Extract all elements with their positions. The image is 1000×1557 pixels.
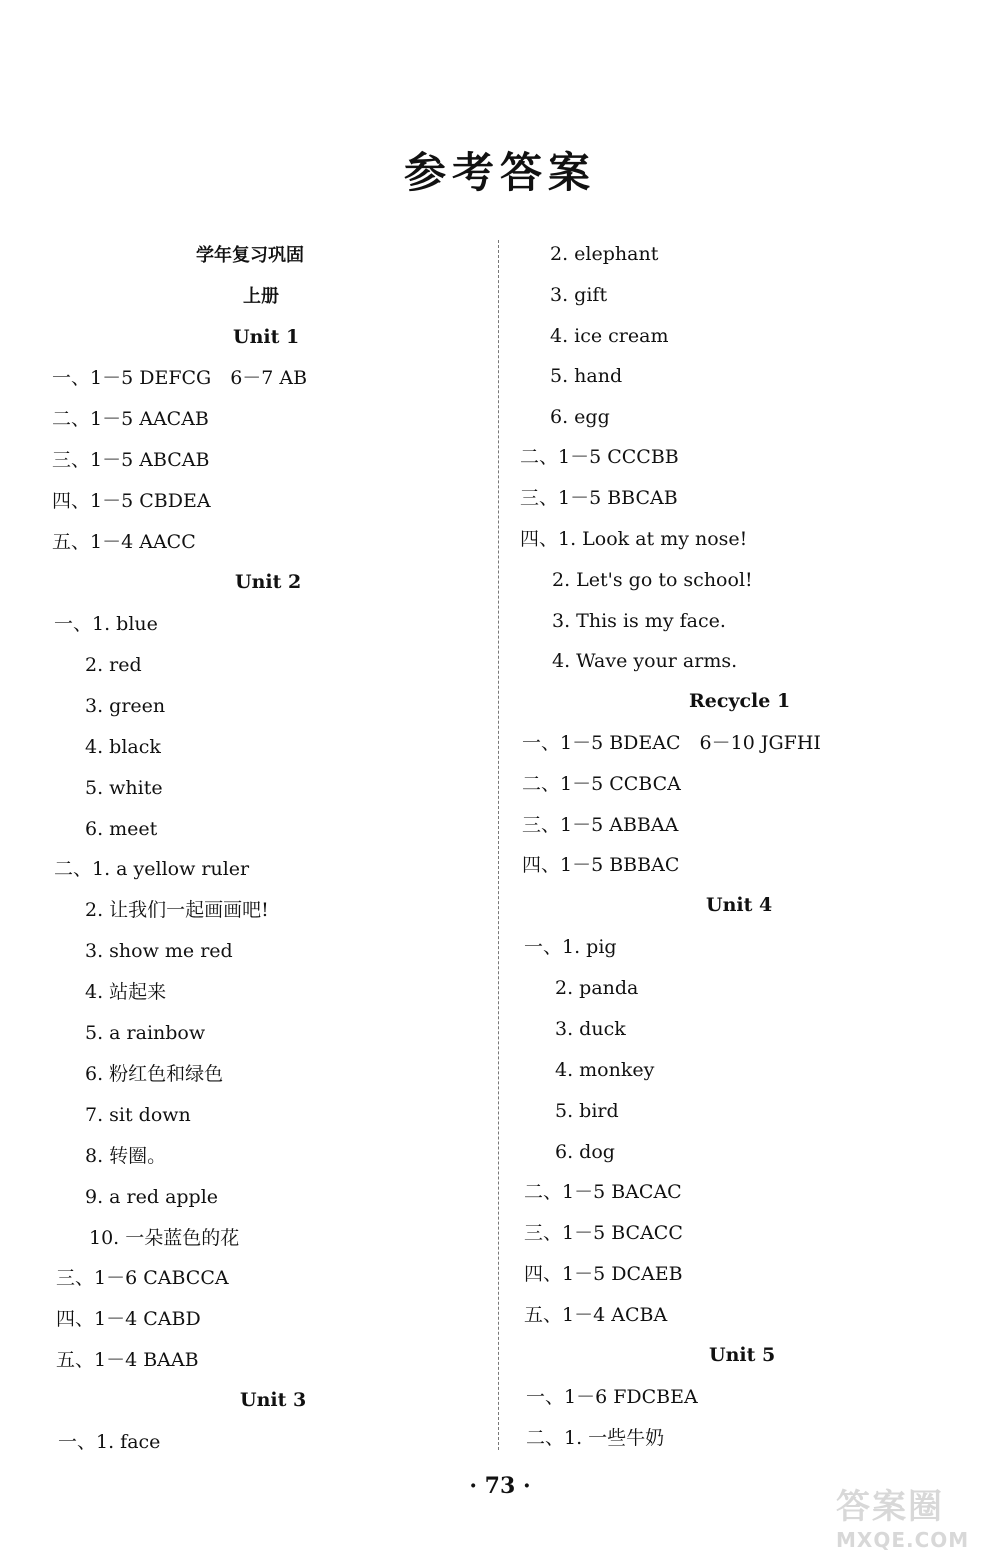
answer-line: 三、1－6 CABCCA [56,1267,229,1289]
answer-line: 二、1－5 CCCBB [520,446,679,468]
answer-line: 四、1－5 CBDEA [52,490,211,512]
answer-line: 三、1－5 BBCAB [520,487,678,509]
unit-heading: Recycle 1 [689,690,791,712]
watermark-url: MXQE.COM [836,1528,970,1552]
answer-line: 二、1－5 AACAB [52,408,209,430]
watermark-logo [836,1479,986,1552]
answer-line: 五、1－4 BAAB [56,1349,199,1371]
answer-line: 2. 让我们一起画画吧! [85,899,269,921]
answer-line: 一、1. blue [54,613,158,635]
answer-line: 四、1－4 CABD [56,1308,201,1330]
answer-line: 2. elephant [550,243,659,265]
page-title: 参考答案 [403,148,596,197]
column-divider [498,240,499,1450]
answer-line: 4. Wave your arms. [552,650,738,672]
answer-line: 四、1－5 DCAEB [524,1263,683,1285]
answer-line: 3. duck [555,1018,626,1040]
answer-line: 7. sit down [85,1104,191,1126]
answer-line: 二、1. a yellow ruler [54,858,250,880]
answer-line: 6. meet [85,818,158,840]
page-number: · 73 · [469,1473,531,1499]
answer-line: 一、1. pig [524,936,617,958]
answer-line: 一、1. face [58,1431,161,1453]
answer-line: 三、1－5 BCACC [524,1222,683,1244]
answer-line: 4. monkey [555,1059,655,1081]
answer-line: 3. This is my face. [552,610,726,632]
answer-line: 三、1－5 ABCAB [52,449,210,471]
answer-line: 4. ice cream [550,325,669,347]
unit-heading: Unit 5 [709,1344,776,1366]
answer-line: 9. a red apple [85,1186,219,1208]
unit-heading: Unit 4 [706,894,773,916]
answer-line: 4. 站起来 [85,981,167,1003]
section-heading: 学年复习巩固 [196,245,304,266]
answer-line: 6. dog [555,1141,615,1163]
answer-line: 5. bird [555,1100,619,1122]
answer-line: 4. black [85,736,161,758]
answer-line: 3. green [85,695,166,717]
answer-line: 6. egg [550,406,610,428]
answer-line: 三、1－5 ABBAA [522,814,679,836]
answer-line: 二、1－5 BACAC [524,1181,682,1203]
answer-line: 二、1. 一些牛奶 [526,1427,665,1449]
answer-line: 8. 转圈。 [85,1145,167,1167]
unit-heading: Unit 3 [240,1389,307,1411]
answer-line: 5. white [85,777,163,799]
answer-line: 10. 一朵蓝色的花 [89,1227,240,1249]
answer-line: 3. gift [550,284,608,306]
answer-line: 五、1－4 AACC [52,531,196,553]
answer-line: 5. hand [550,365,623,387]
subsection-heading: 上册 [243,286,279,307]
answer-line: 6. 粉红色和绿色 [85,1063,224,1085]
answer-line: 3. show me red [85,940,233,962]
unit-heading: Unit 2 [235,571,302,593]
answer-line: 一、1－6 FDCBEA [526,1386,698,1408]
answer-line: 二、1－5 CCBCA [522,773,681,795]
answer-line: 2. panda [555,977,639,999]
answer-line: 四、1－5 BBBAC [522,854,680,876]
answer-line: 5. a rainbow [85,1022,206,1044]
answer-line: 四、1. Look at my nose! [520,528,748,550]
unit-heading: Unit 1 [233,326,300,348]
answer-line: 2. red [85,654,142,676]
answer-line: 2. Let's go to school! [552,569,753,591]
answer-line: 五、1－4 ACBA [524,1304,668,1326]
watermark-title: 答案圈 [836,1487,944,1527]
answer-line: 一、1－5 DEFCG 6－7 AB [52,367,308,389]
answer-line: 一、1－5 BDEAC 6－10 JGFHI [522,732,821,754]
